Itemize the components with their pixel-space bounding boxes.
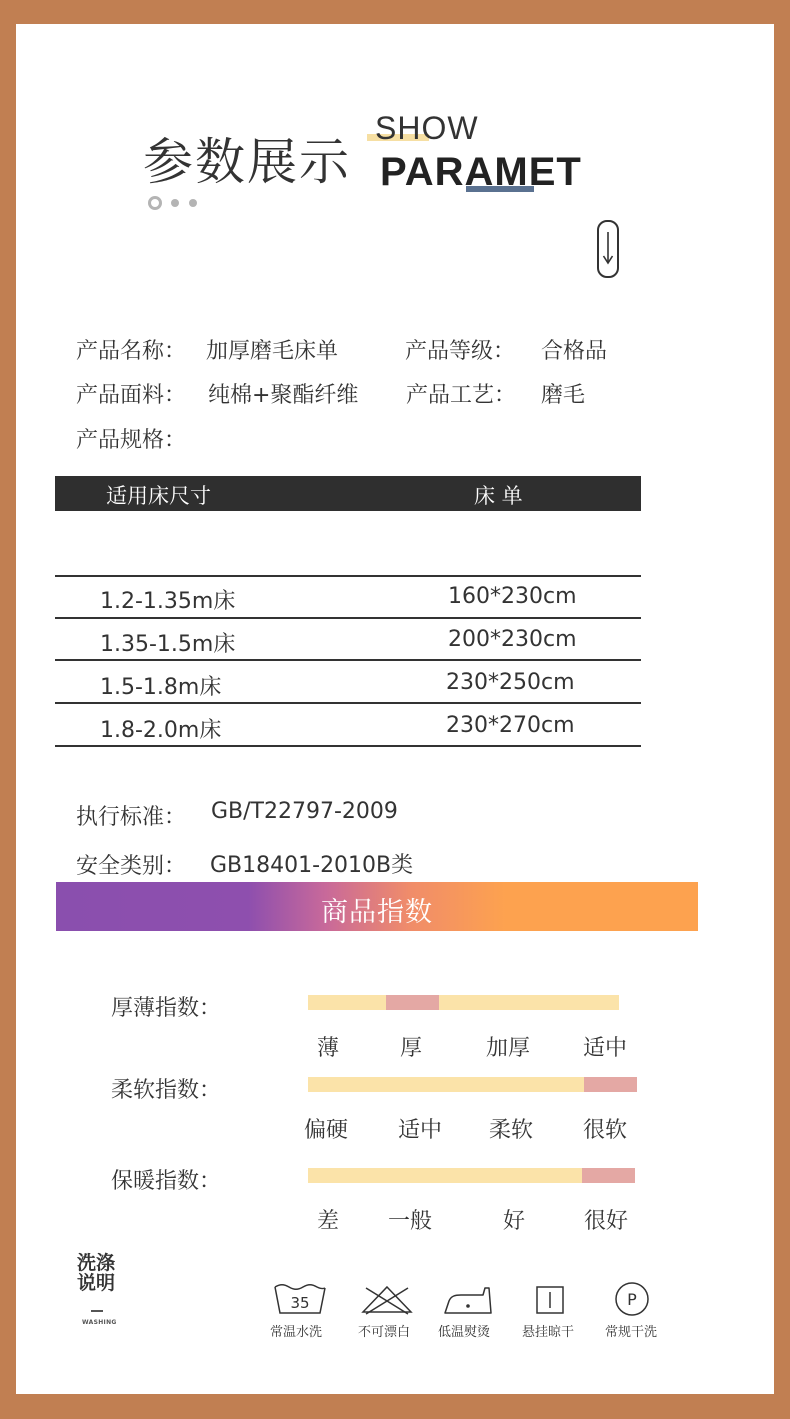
table-cell-sheet: 230*250cm [446,670,575,695]
spec-label: 产品规格： [76,428,187,453]
warmth-scale-label: 一般 [388,1209,433,1234]
safety-category-value: GB18401-2010B类 [210,853,414,878]
warmth-scale-label: 差 [317,1209,340,1234]
dry-clean-letter: P [627,1290,637,1309]
exec-standard-value: GB/T22797-2009 [211,799,398,824]
page-title: 参数展示 [143,133,351,191]
no-bleach-icon [360,1284,414,1316]
washing-title-line2: 说明 [77,1272,116,1294]
exec-standard-label: 执行标准： [76,805,187,830]
grade-value: 合格品 [541,339,608,364]
thickness-index-bar [308,995,619,1010]
wash-35-icon [272,1282,328,1316]
table-divider [55,745,641,747]
warmth-index-marker [582,1168,635,1183]
warmth-index-label: 保暖指数： [111,1169,222,1194]
care-label-iron: 低温熨烫 [438,1325,491,1340]
header-sheet: 床 单 [474,484,523,508]
table-divider [55,617,641,619]
thickness-scale-label: 薄 [317,1036,340,1061]
softness-scale-label: 很软 [583,1118,628,1143]
thickness-scale-label: 适中 [583,1036,628,1061]
low-iron-icon [441,1284,495,1316]
thickness-index-label: 厚薄指数： [111,996,222,1021]
softness-index-marker [584,1077,637,1092]
table-cell-size: 1.2-1.35m床 [100,589,236,614]
fabric-value: 纯棉+聚酯纤维 [208,383,359,408]
title-param-text: PARAMET [380,150,582,194]
care-label-dry: 悬挂晾干 [522,1325,575,1340]
title-show-text: SHOW [375,110,479,146]
thickness-scale-label: 厚 [400,1036,423,1061]
safety-category-label: 安全类别： [76,854,187,879]
header-bed-size: 适用床尺寸 [106,484,211,508]
softness-scale-label: 偏硬 [304,1118,349,1143]
softness-scale-label: 柔软 [489,1118,534,1143]
table-divider [55,659,641,661]
care-label-bleach: 不可漂白 [358,1325,411,1340]
table-cell-sheet: 160*230cm [448,584,577,609]
washing-title-line1: 洗涤 [77,1252,116,1274]
thickness-index-marker [386,995,439,1010]
softness-index-label: 柔软指数： [111,1078,222,1103]
washing-title [77,1253,115,1293]
table-cell-size: 1.8-2.0m床 [100,718,222,743]
hang-dry-icon [535,1285,565,1315]
name-label: 产品名称： [76,339,187,364]
washing-title-en: WASHING [82,1319,117,1326]
wash-temperature-text: 35 [290,1294,310,1312]
warmth-scale-label: 很好 [584,1209,629,1234]
care-label-wash: 常温水洗 [270,1325,323,1340]
thickness-scale-label: 加厚 [486,1036,531,1061]
name-value: 加厚磨毛床单 [206,339,339,364]
fabric-label: 产品面料： [76,383,187,408]
grade-label: 产品等级： [405,339,516,364]
craft-value: 磨毛 [541,383,586,408]
table-cell-size: 1.35-1.5m床 [100,632,236,657]
dot-icon [189,199,197,207]
warmth-scale-label: 好 [503,1209,526,1234]
table-cell-sheet: 230*270cm [446,713,575,738]
product-index-banner [56,882,698,931]
banner-title: 商品指数 [321,897,433,928]
table-divider [55,575,641,577]
dry-clean-p-icon [614,1281,650,1317]
table-cell-size: 1.5-1.8m床 [100,675,222,700]
softness-scale-label: 适中 [398,1118,443,1143]
table-cell-sheet: 200*230cm [448,627,577,652]
washing-divider [91,1310,103,1312]
craft-label: 产品工艺： [406,383,517,408]
size-table-header [55,476,641,511]
scroll-down-icon [597,220,619,278]
dot-ring-icon [148,196,162,210]
table-divider [55,702,641,704]
care-label-dryclean: 常规干洗 [605,1325,658,1340]
dot-icon [171,199,179,207]
